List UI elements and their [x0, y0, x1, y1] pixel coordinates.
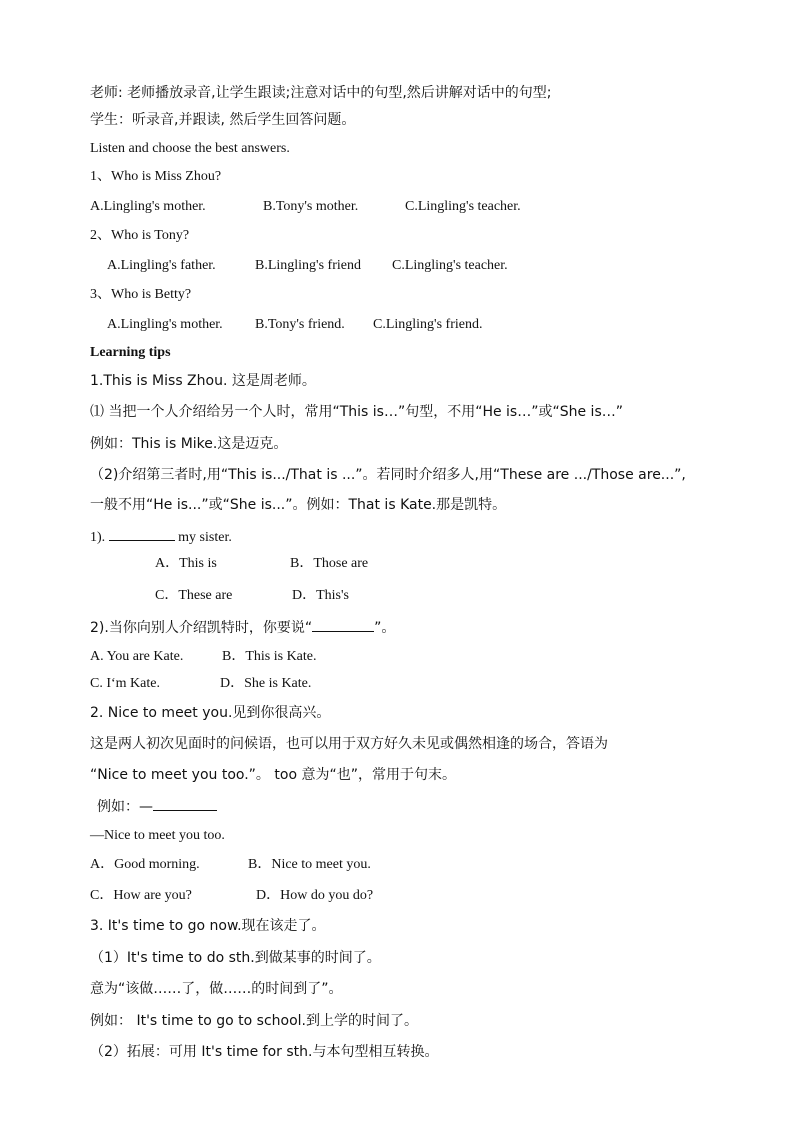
- tip-3-meaning: 意为“该做……了，做……的时间到了”。: [90, 981, 343, 997]
- tip-3-example: 例如： It's time to go to school.到上学的时间了。: [90, 1013, 418, 1029]
- question-1-option-c: C.Lingling's teacher.: [405, 199, 521, 214]
- tip-3-extension: （2）拓展：可用 It's time for sth.与本句型相互转换。: [90, 1044, 439, 1060]
- answer-blank[interactable]: [153, 796, 217, 811]
- tip-2-explanation-b: “Nice to meet you too.”。 too 意为“也”，常用于句末。: [90, 767, 456, 783]
- exercise-2-text-b: ”。: [374, 620, 396, 636]
- question-3-option-a: A.Lingling's mother.: [107, 317, 223, 332]
- exercise-2-option-b: B．This is Kate.: [222, 649, 317, 664]
- tip-2-example: [97, 796, 217, 817]
- exercise-2-option-c: C. I‘m Kate.: [90, 676, 160, 691]
- tip-1-example-b: 一般不用“He is...”或“She is...”。例如：That is Kate.那是凯特。: [90, 497, 507, 513]
- exercise-1-option-d: D．This's: [292, 588, 349, 603]
- tip-3-title: 3. It's time to go now.现在该走了。: [90, 918, 326, 934]
- answer-blank[interactable]: [109, 526, 175, 541]
- exercise-3-option-a: A．Good morning.: [90, 857, 200, 872]
- question-2: 2、Who is Tony?: [90, 228, 190, 243]
- tip-2-example-reply: —Nice to meet you too.: [90, 828, 225, 843]
- tip-1-title: 1.This is Miss Zhou. 这是周老师。: [90, 373, 316, 389]
- tip-1-example-a: 例如：This is Mike.这是迈克。: [90, 436, 288, 452]
- exercise-1-option-b: B．Those are: [290, 556, 369, 571]
- question-3-option-c: C.Lingling's friend.: [373, 317, 483, 332]
- learning-tips-heading: Learning tips: [90, 345, 171, 360]
- question-2-option-a: A.Lingling's father.: [107, 258, 216, 273]
- exercise-1-prefix: 1).: [90, 530, 109, 545]
- exercise-1-stem: [90, 526, 232, 548]
- tip-2-example-label: 例如：—: [97, 799, 153, 815]
- exercise-1-text: my sister.: [174, 530, 232, 545]
- answer-blank[interactable]: [312, 617, 374, 632]
- exercise-2-option-a: A. You are Kate.: [90, 649, 184, 664]
- question-1-option-a: A.Lingling's mother.: [90, 199, 206, 214]
- question-1: 1、Who is Miss Zhou?: [90, 169, 222, 184]
- question-3: 3、Who is Betty?: [90, 287, 192, 302]
- exercise-3-option-d: D．How do you do?: [256, 888, 374, 903]
- tip-3-rule-a: （1）It's time to do sth.到做某事的时间了。: [90, 950, 381, 966]
- tip-2-explanation-a: 这是两人初次见面时的问候语，也可以用于双方好久未见或偶然相逢的场合，答语为: [90, 736, 608, 752]
- exercise-2-stem: [90, 617, 395, 638]
- question-2-option-b: B.Lingling's friend: [255, 258, 361, 273]
- tip-1-rule-a: ⑴ 当把一个人介绍给另一个人时，常用“This is…”句型，不用“He is…”或“She is…”: [90, 404, 623, 420]
- exercise-3-option-c: C．How are you?: [90, 888, 192, 903]
- tip-2-title: 2. Nice to meet you.见到你很高兴。: [90, 705, 331, 721]
- listening-instruction: Listen and choose the best answers.: [90, 141, 290, 156]
- exercise-1-option-a: A．This is: [155, 556, 217, 571]
- exercise-2-option-d: D．She is Kate.: [220, 676, 312, 691]
- student-note: 学生：听录音,并跟读, 然后学生回答问题。: [90, 112, 356, 128]
- exercise-1-option-c: C．These are: [155, 588, 233, 603]
- question-1-option-b: B.Tony's mother.: [263, 199, 359, 214]
- question-2-option-c: C.Lingling's teacher.: [392, 258, 508, 273]
- tip-1-rule-b: （2)介绍第三者时,用“This is.../That is ...”。若同时介绍多人,用“These are .../Those are...”,: [90, 467, 686, 483]
- exercise-2-text-a: 2).当你向别人介绍凯特时，你要说“: [90, 620, 313, 636]
- question-3-option-b: B.Tony's friend.: [255, 317, 345, 332]
- teacher-note: 老师: 老师播放录音,让学生跟读;注意对话中的句型,然后讲解对话中的句型;: [90, 85, 552, 101]
- exercise-3-option-b: B．Nice to meet you.: [248, 857, 371, 872]
